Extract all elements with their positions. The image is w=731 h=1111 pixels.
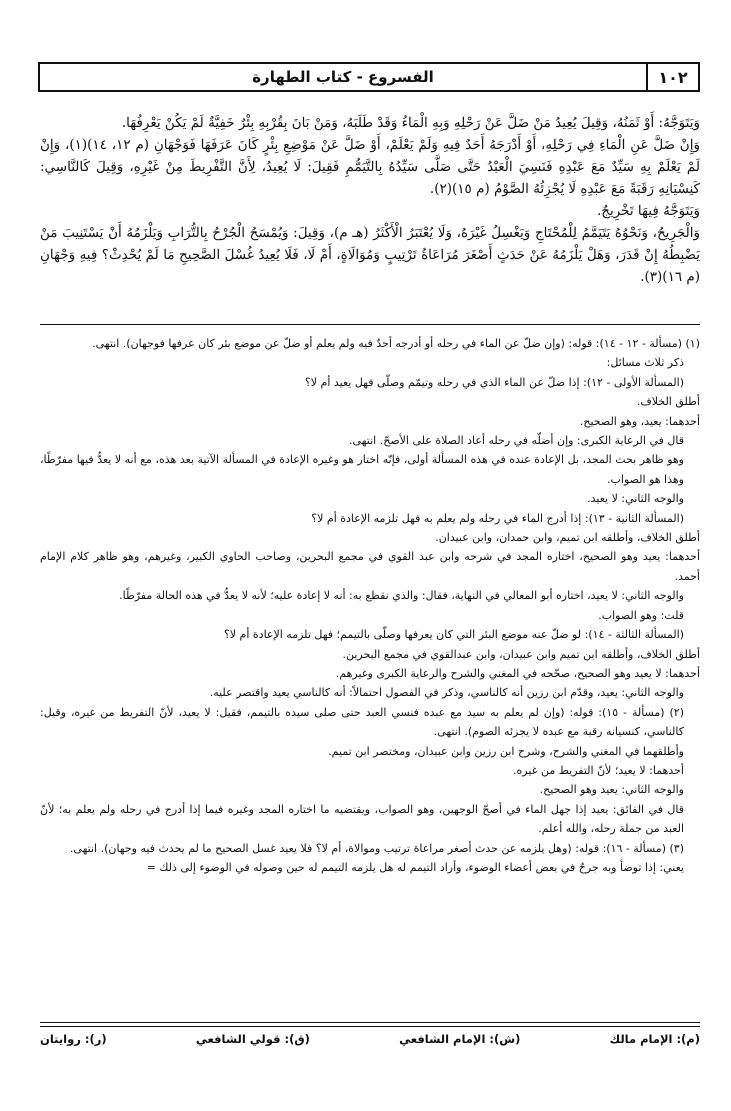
footnote-line: أحدهما: يعيد وهو الصحيح، اختاره المجد في شرحه وابن عبد القوي في مجمع البحرين، وصاحب الحاوي الكبير، وغيرهم، وهو ظاهر كلام الإمام أحمد. bbox=[40, 550, 700, 583]
footnote-line: والوجه الثاني: لا يعيد. bbox=[587, 492, 684, 506]
page-number: ١٠٢ bbox=[646, 64, 698, 90]
footnote-line: (المسألة الثالثة - ١٤): لو ضلّ عنه موضع البئر التي كان يعرفها وصلّى بالتيمم؛ فهل تلزمه الإعادة أم لا؟ bbox=[223, 628, 684, 642]
footnote-line: يعني: إذا توضأ وبه جرحٌ في بعض أعضاء الوضوء، وأراد التيمم له هل يلزمه التيمم له حين وصوله في الوضوء إلى ذلك = bbox=[146, 860, 684, 874]
footnote-line: ذكر ثلاث مسائل: bbox=[606, 356, 684, 370]
footnote-line: أطلق الخلاف، وأطلقه ابن تميم وابن عبيدان، وابن عبدالقوي في مجمع البحرين. bbox=[342, 647, 700, 661]
footnote-line: أحدهما: لا يعيد؛ لأنّ التفريط من غيره. bbox=[513, 763, 684, 777]
footer-rule bbox=[40, 1026, 700, 1027]
footnote-line: أحدهما: يعيد، وهو الصحيح. bbox=[579, 414, 700, 428]
footnote-line: وأطلقهما في المغني والشرح، وشرح ابن رزين وابن عبيدان، ومختصر ابن تميم. bbox=[328, 744, 684, 758]
footnote-line: أحدهما: لا يعيد وهو الصحيح، صحّحه في المغني والشرح والرعاية الكبرى وغيرهم. bbox=[335, 666, 700, 680]
footnote-line: (٣) (مسألة - ١٦): قوله: (وهل يلزمه عن حدث أصغر مراعاة ترتيب وموالاة، أم لا؟ فلا يعيد غسل الصحيح ما لم يحدث فيه وجهان). انتهى. bbox=[69, 841, 684, 855]
footnote-line: قال في الرعاية الكبرى: وإن أضلّه في رحله أعاد الصلاة على الأصحّ. انتهى. bbox=[349, 434, 684, 448]
abbreviations-footer bbox=[40, 1032, 700, 1046]
page-header bbox=[38, 62, 700, 92]
footnote-line: (المسألة الأولى - ١٢): إذا ضلّ عن الماء الذي في رحله وتيمّم وصلّى فهل يعيد أم لا؟ bbox=[304, 375, 684, 389]
footnote-line: (٢) (مسألة - ١٥): قوله: (وإن لم يعلم به سيد مع عبده فنسي العبد حتى صلى سيده بالتيمم، فقيل: لا يعيد، لأنّ التفريط من غيره، وقيل: كالناسي، كنسيانه رقبة مع عبده لا يجزئه الصوم). انتهى. bbox=[40, 705, 684, 739]
footnote-line: والوجه الثاني: يعيد، وقدّم ابن رزين أنه كالناسي، وذكر في الفصول احتمالاً: أنه كالناسي يعيد واقتصر عليه. bbox=[209, 686, 684, 700]
main-paragraph: وَإِنْ ضَلَّ عَنِ الْمَاءِ فِي رَحْلِهِ، أَوْ أَدْرَجَهُ أَحَدٌ فِيهِ وَلَمْ يَعْلَمْ، أَوْ ضَلَّ عَنْ مَوْضِعِ بِئْرٍ كَانَ عَرَفَهَا فَوَجْهَانِ (م ١٢، ١٤)(١)، وَإِنْ لَمْ يَعْلَمْ بِهِ سَيِّدٌ مَعَ عَبْدِهِ فَنَسِيَ الْعَبْدُ حَتَّى صَلَّى سَيِّدُهُ بِالتَّيَمُّمِ فَقِيلَ: لَا يُعِيدُ، لِأَنَّ التَّفْرِيطَ مِنْ غَيْرِهِ، وَقِيلَ كَالنَّاسِي: كَنِسْيَانِهِ رَقَبَةً مَعَ عَبْدِهِ لَا يُجْزِئُهُ الصَّوْمُ (م ١٥)(٢). bbox=[40, 137, 700, 197]
footer-rule bbox=[40, 1022, 700, 1023]
footnote-line: وهو ظاهر بحث المجد، بل الإعادة عنده في هذه المسألة أولى، فإنّه اختار هو وغيره الإعادة في المسألة الآتية بعد هذه، مع أنه لا يعدُّ فيها مفرّطًا، وهذا هو الصواب. bbox=[40, 453, 684, 486]
main-paragraph: وَيَتَوَجَّهُ فِيهَا تَخْرِيجٌ. bbox=[596, 203, 700, 219]
footer-abbreviation: (ش): الإمام الشافعي bbox=[399, 1032, 521, 1046]
footnote-line: أطلق الخلاف. bbox=[636, 395, 700, 409]
footnote-line: أطلق الخلاف، وأطلقه ابن تميم، وابن حمدان، وابن عبيدان. bbox=[435, 531, 700, 545]
footnotes bbox=[40, 334, 700, 877]
footnote-separator bbox=[40, 324, 700, 325]
footnote-line: قلت: وهو الصواب. bbox=[598, 608, 684, 622]
main-paragraph: وَالْجَرِيحُ، وَنَحْوُهُ يَتَيَمَّمُ لِلْمُحْتَاجِ وَيَغْسِلُ غَيْرَهُ، وَلَا يُعْتَبَرُ الْأَكْثَرُ (هـ م)، وَقِيلَ: وَيُمْسَحُ الْجُرْحُ بِالتُّرَابِ وَيَلْزَمُهُ أَنْ يَسْتَنِيبَ مَنْ يَضْبِطُهُ إِنْ قَدَرَ، وَهَلْ يَلْزَمُهُ عَنْ حَدَثٍ أَصْغَرَ مُرَاعَاةُ تَرْتِيبٍ وَمُوَالَاةٍ، أَمْ لَا، فَلَا يُعِيدُ غُسْلَ الصَّحِيحِ مَا لَمْ يُحْدِثْ؟ فِيهِ وَجْهَانِ (م ١٦)(٣). bbox=[40, 225, 700, 285]
footer-abbreviation: (م): الإمام مالك bbox=[609, 1032, 700, 1046]
main-paragraph: وَيَتَوَجَّهُ: أَوْ ثَمَنُهُ، وَقِيلَ يُعِيدُ مَنْ ضَلَّ عَنْ رَحْلِهِ وَبِهِ الْمَاءُ وَقَدْ طَلَبَهُ، وَمَنْ بَانَ بِقُرْبِهِ بِئْرٌ خَفِيَّةٌ لَمْ يَكُنْ يَعْرِفُهَا. bbox=[121, 115, 700, 131]
footer-abbreviation: (ق): قولي الشافعي bbox=[195, 1032, 310, 1046]
footnote-line: (المسألة الثانية - ١٣): إذا أدرج الماء في رحله ولم يعلم به فهل تلزمه الإعادة أم لا؟ bbox=[311, 511, 684, 525]
footnote-line: قال في الفائق: يعيد إذا جهل الماء في أصحّ الوجهين، وهو الصواب، ويقتضيه ما اختاره المجد وغيره فيما إذا أدرج في رحله ولم يعلم به؛ لأنّ العبد من جملة رحله، والله أعلم. bbox=[40, 802, 684, 836]
main-text bbox=[40, 112, 700, 288]
footnote-line: والوجه الثاني: يعيد وهو الصحيح. bbox=[539, 783, 684, 797]
footnote-line: والوجه الثاني: لا يعيد، اختاره أبو المعالي في النهاية، فقال: والذي نقطع به: أنه لا إعادة عليه؛ لأنه لا يعدُّ في هذه الحالة مفرّطًا. bbox=[119, 589, 684, 603]
running-title: الفسروع - كتاب الطهارة bbox=[252, 68, 434, 86]
footer-abbreviation: (ر): روايتان bbox=[40, 1032, 107, 1046]
footnote-line: (١) (مسألة - ١٢ - ١٤): قوله: (وإن ضلّ عن الماء في رحله أو أدرجه أحدٌ فيه ولم يعلم أو ضلّ عن موضع بئر كان عرفها فوجهان). انتهى. bbox=[92, 337, 700, 350]
